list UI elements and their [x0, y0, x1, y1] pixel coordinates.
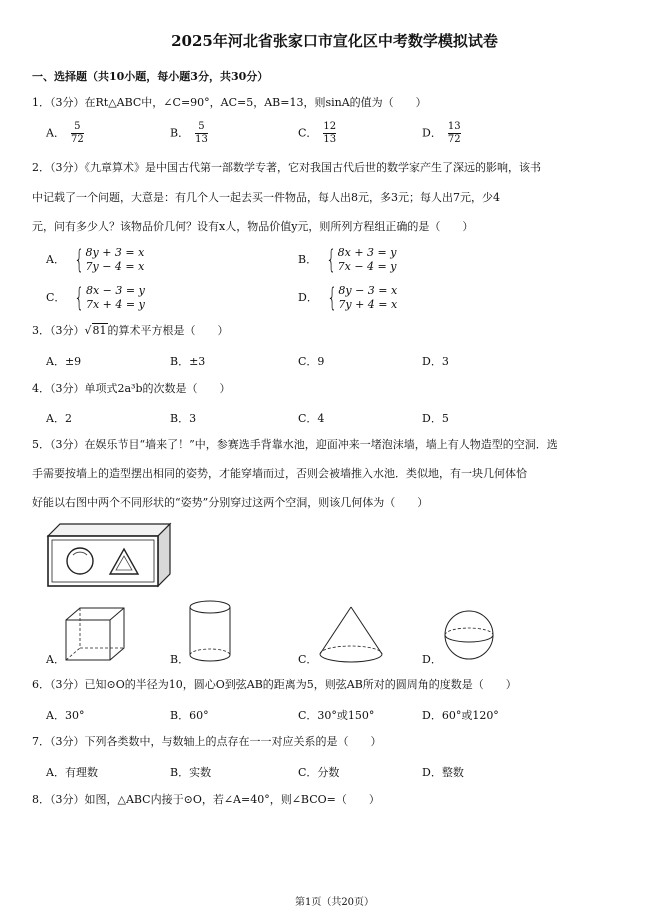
q7-option-a[interactable]: A．有理数 [46, 766, 98, 779]
question-5-line-1: 5．（3分）在娱乐节目“墙来了！”中，参赛选手背靠水池，迎面冲来一堵泡沫墙，墙上有人物造型的空洞．选 [32, 438, 558, 451]
question-6-stem: 6．（3分）已知⊙O的半径为10，圆心O到弦AB的距离为5，则弦AB所对的圆周角的度数是（ ） [32, 678, 517, 691]
question-2-line-1: 2．（3分）《九章算术》是中国古代第一部数学专著，它对我国古代后世的数学家产生了深远的影响，该书 [32, 161, 541, 174]
fraction: $\frac{5}{72}$ [70, 121, 84, 145]
q1-option-b[interactable] [170, 121, 208, 146]
question-3-stem: 3．（3分）√81的算术平方根是（ ） [32, 324, 229, 337]
q7-option-c[interactable]: C．分数 [298, 766, 340, 779]
q1-option-d[interactable] [422, 121, 461, 146]
fraction: $\frac{5}{13}$ [195, 121, 208, 145]
question-5-line-2: 手需要按墙上的造型摆出相同的姿势，才能穿墙而过，否则会被墙推入水池．类似地，有一块几何体恰 [32, 467, 527, 480]
q3-option-c[interactable]: C．9 [298, 355, 325, 368]
question-5-line-3: 好能以右图中两个不同形状的“姿势”分别穿过这两个空洞，则该几何体为（ ） [32, 496, 429, 509]
q2-option-c[interactable] [46, 284, 145, 312]
question-4-stem: 4．（3分）单项式2a³b的次数是（ ） [32, 382, 231, 395]
q6-option-a[interactable]: A．30° [46, 709, 85, 722]
q6-option-b[interactable]: B．60° [170, 709, 209, 722]
question-2-line-3: 元，问有多少人？该物品价几何？设有x人，物品价值y元，则所列方程组正确的是（ ） [32, 220, 474, 233]
sqrt-expression: √81 [84, 324, 107, 337]
fraction: $\frac{13}{72}$ [447, 121, 461, 145]
cone-figure[interactable] [316, 604, 386, 666]
q2-option-a[interactable] [46, 246, 144, 274]
q1-option-c[interactable] [298, 121, 336, 146]
q7-option-d[interactable]: D．整数 [422, 766, 464, 779]
q3-option-b[interactable]: B．±3 [170, 355, 206, 368]
option-label: A． [46, 126, 65, 140]
q5-option-d-label[interactable]: D． [422, 653, 442, 666]
q2-option-b[interactable] [298, 246, 396, 274]
q4-option-b[interactable]: B．3 [170, 412, 197, 425]
q5-option-c-label[interactable]: C． [298, 653, 318, 666]
q3-option-d[interactable]: D．3 [422, 355, 449, 368]
q5-option-b-label[interactable]: B． [170, 653, 190, 666]
question-7-stem: 7．（3分）下列各类数中，与数轴上的点存在一一对应关系的是（ ） [32, 735, 382, 748]
option-label: D． [422, 126, 442, 140]
section-heading: 一、选择题（共10小题，每小题3分，共30分） [32, 70, 269, 83]
option-label: D． [298, 291, 318, 304]
fraction: $\frac{12}{13}$ [323, 121, 337, 145]
option-label: B． [298, 253, 318, 266]
equation-system: { 8x − 3 = y 7x + 4 = y [74, 283, 145, 313]
equation-system: { 8x + 3 = y 7x − 4 = y [326, 245, 397, 275]
cylinder-figure[interactable] [186, 598, 234, 664]
page-footer: 第1页（共20页） [294, 897, 375, 908]
sphere-figure[interactable] [442, 608, 496, 662]
option-label: A． [46, 253, 65, 266]
q1-option-a[interactable] [46, 121, 84, 146]
q7-option-b[interactable]: B．实数 [170, 766, 212, 779]
question-2-line-2: 中记载了一个问题，大意是：有几个人一起去买一件物品，每人出8元，多3元；每人出7元，少4 [32, 191, 500, 204]
wall-with-holes-figure [46, 522, 172, 588]
cube-figure[interactable] [62, 604, 128, 662]
equation-system: { 8y + 3 = x 7y − 4 = x [74, 245, 145, 275]
q4-option-c[interactable]: C．4 [298, 412, 325, 425]
q4-option-d[interactable]: D．5 [422, 412, 449, 425]
q6-option-d[interactable]: D．60°或120° [422, 709, 499, 722]
q2-option-d[interactable] [298, 284, 397, 312]
option-label: C． [298, 126, 318, 140]
equation-system: { 8y − 3 = x 7y + 4 = x [327, 283, 398, 313]
question-8-stem: 8．（3分）如图，△ABC内接于⊙O，若∠A=40°，则∠BCO=（ ） [32, 793, 380, 806]
option-label: C． [46, 291, 66, 304]
q4-option-a[interactable]: A．2 [46, 412, 72, 425]
q3-option-a[interactable]: A．±9 [46, 355, 82, 368]
q6-option-c[interactable]: C．30°或150° [298, 709, 375, 722]
question-1-stem: 1．（3分）在Rt△ABC中，∠C=90°，AC=5，AB=13，则sinA的值为（ ） [32, 96, 427, 109]
option-label: B． [170, 126, 190, 140]
q5-option-a-label[interactable]: A． [46, 653, 65, 666]
page-title: 2025年河北省张家口市宣化区中考数学模拟试卷 [171, 32, 498, 50]
